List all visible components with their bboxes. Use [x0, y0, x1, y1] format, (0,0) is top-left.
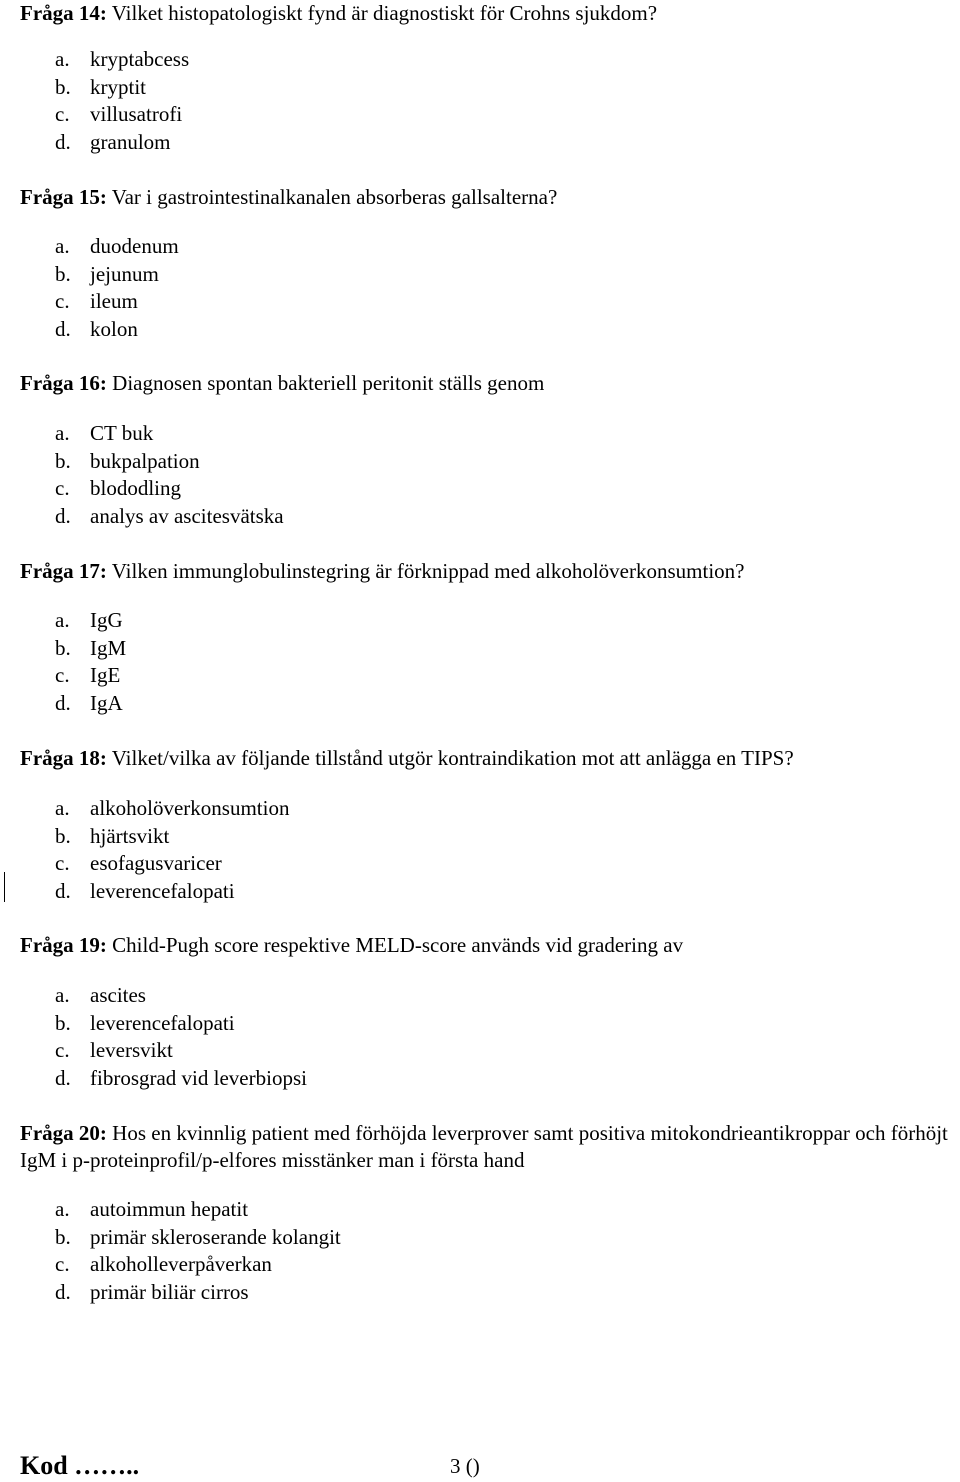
- question-text: Vilken immunglobulinstegring är förknippad med alkoholöverkonsumtion?: [106, 559, 745, 583]
- option-text: jejunum: [90, 261, 159, 286]
- option-letter: c.: [55, 102, 70, 126]
- option-item: [55, 129, 189, 157]
- option-text: hjärtsvikt: [90, 823, 170, 848]
- option-text: kolon: [90, 316, 138, 341]
- option-letter: a.: [55, 796, 70, 820]
- revision-change-bar: [4, 872, 5, 902]
- option-letter: a.: [55, 608, 70, 632]
- option-text: leverencefalopati: [90, 878, 235, 903]
- option-text: ascites: [90, 983, 146, 1007]
- option-text: CT buk: [90, 421, 154, 445]
- option-text: alkoholöverkonsumtion: [90, 796, 290, 820]
- option-text: IgE: [90, 663, 121, 687]
- question-text: Var i gastrointestinalkanalen absorberas gallsalterna?: [106, 185, 558, 209]
- option-letter: c.: [55, 851, 70, 875]
- question-19: [20, 932, 683, 959]
- option-item: [55, 1224, 341, 1252]
- option-letter: a.: [55, 1197, 70, 1221]
- option-item: [55, 288, 179, 316]
- option-item: [55, 46, 189, 74]
- option-letter: b.: [55, 261, 71, 286]
- footer-code: Kod ……..: [20, 1451, 140, 1480]
- option-text: leversvikt: [90, 1038, 173, 1062]
- option-text: blododling: [90, 476, 182, 500]
- question-label: Fråga 19:: [20, 933, 107, 957]
- option-item: [55, 982, 307, 1010]
- question-15: [20, 184, 557, 211]
- option-item: [55, 101, 189, 129]
- question-17: [20, 558, 745, 585]
- option-item: [55, 448, 284, 476]
- options-question-20: [55, 1196, 341, 1306]
- option-letter: a.: [55, 983, 70, 1007]
- option-text: IgA: [90, 690, 123, 715]
- option-text: IgG: [90, 608, 123, 632]
- option-text: bukpalpation: [90, 448, 200, 473]
- option-letter: c.: [55, 476, 70, 500]
- option-item: [55, 261, 179, 289]
- option-item: [55, 690, 126, 718]
- option-text: primär skleroserande kolangit: [90, 1224, 341, 1249]
- question-label: Fråga 16:: [20, 371, 107, 395]
- options-question-14: [55, 46, 189, 156]
- question-label: Fråga 17:: [20, 559, 107, 583]
- option-letter: a.: [55, 421, 70, 445]
- question-text: Diagnosen spontan bakteriell peritonit ställs genom: [106, 371, 545, 395]
- option-item: [55, 878, 289, 906]
- question-20: [20, 1120, 960, 1174]
- question-text: Child-Pugh score respektive MELD-score används vid gradering av: [106, 933, 684, 957]
- option-text: alkoholleverpåverkan: [90, 1252, 272, 1276]
- option-letter: d.: [55, 129, 71, 154]
- option-text: leverencefalopati: [90, 1010, 235, 1035]
- option-text: kryptabcess: [90, 47, 190, 71]
- option-letter: d.: [55, 316, 71, 341]
- option-item: [55, 233, 179, 261]
- option-letter: d.: [55, 1065, 71, 1090]
- option-item: [55, 1010, 307, 1038]
- option-text: villusatrofi: [90, 102, 183, 126]
- option-letter: b.: [55, 448, 71, 473]
- option-item: [55, 850, 289, 878]
- option-text: duodenum: [90, 234, 179, 258]
- options-question-16: [55, 420, 284, 530]
- option-letter: d.: [55, 1279, 71, 1304]
- options-question-15: [55, 233, 179, 343]
- question-16: [20, 370, 544, 397]
- option-item: [55, 1065, 307, 1093]
- options-question-19: [55, 982, 307, 1092]
- option-item: [55, 74, 189, 102]
- option-text: ileum: [90, 289, 138, 313]
- option-item: [55, 1279, 341, 1307]
- question-18: [20, 745, 794, 772]
- option-text: primär biliär cirros: [90, 1279, 249, 1304]
- option-text: autoimmun hepatit: [90, 1197, 249, 1221]
- page-number: 3 (): [450, 1454, 480, 1478]
- option-letter: a.: [55, 234, 70, 258]
- question-text: Hos en kvinnlig patient med förhöjda leverprover samt positiva mitokondrieantikroppar och förhöjt IgM i p-proteinprofil/p-elfores misstänker man i första hand: [20, 1121, 948, 1172]
- option-item: [55, 823, 289, 851]
- option-letter: d.: [55, 690, 71, 715]
- option-letter: b.: [55, 74, 71, 99]
- question-text: Vilket histopatologiskt fynd är diagnostiskt för Crohns sjukdom?: [106, 1, 658, 25]
- option-letter: d.: [55, 503, 71, 528]
- question-label: Fråga 20:: [20, 1121, 107, 1145]
- option-item: [55, 1196, 341, 1224]
- options-question-17: [55, 607, 126, 717]
- option-text: kryptit: [90, 74, 146, 99]
- option-letter: b.: [55, 1224, 71, 1249]
- option-letter: d.: [55, 878, 71, 903]
- option-letter: b.: [55, 823, 71, 848]
- option-item: [55, 503, 284, 531]
- option-letter: c.: [55, 289, 70, 313]
- option-text: esofagusvaricer: [90, 851, 222, 875]
- question-label: Fråga 18:: [20, 746, 107, 770]
- option-text: analys av ascitesvätska: [90, 503, 284, 528]
- option-letter: b.: [55, 1010, 71, 1035]
- option-item: [55, 475, 284, 503]
- option-item: [55, 420, 284, 448]
- option-item: [55, 1037, 307, 1065]
- option-letter: c.: [55, 663, 70, 687]
- option-text: IgM: [90, 635, 127, 660]
- option-item: [55, 316, 179, 344]
- option-item: [55, 662, 126, 690]
- question-text: Vilket/vilka av följande tillstånd utgör kontraindikation mot att anlägga en TIPS?: [106, 746, 794, 770]
- question-label: Fråga 15:: [20, 185, 107, 209]
- option-item: [55, 607, 126, 635]
- option-letter: c.: [55, 1252, 70, 1276]
- option-item: [55, 635, 126, 663]
- option-letter: a.: [55, 47, 70, 71]
- option-item: [55, 1251, 341, 1279]
- option-letter: b.: [55, 635, 71, 660]
- option-letter: c.: [55, 1038, 70, 1062]
- option-item: [55, 795, 289, 823]
- question-14: [20, 0, 657, 27]
- option-text: granulom: [90, 129, 171, 154]
- question-label: Fråga 14:: [20, 1, 107, 25]
- options-question-18: [55, 795, 289, 905]
- option-text: fibrosgrad vid leverbiopsi: [90, 1065, 307, 1090]
